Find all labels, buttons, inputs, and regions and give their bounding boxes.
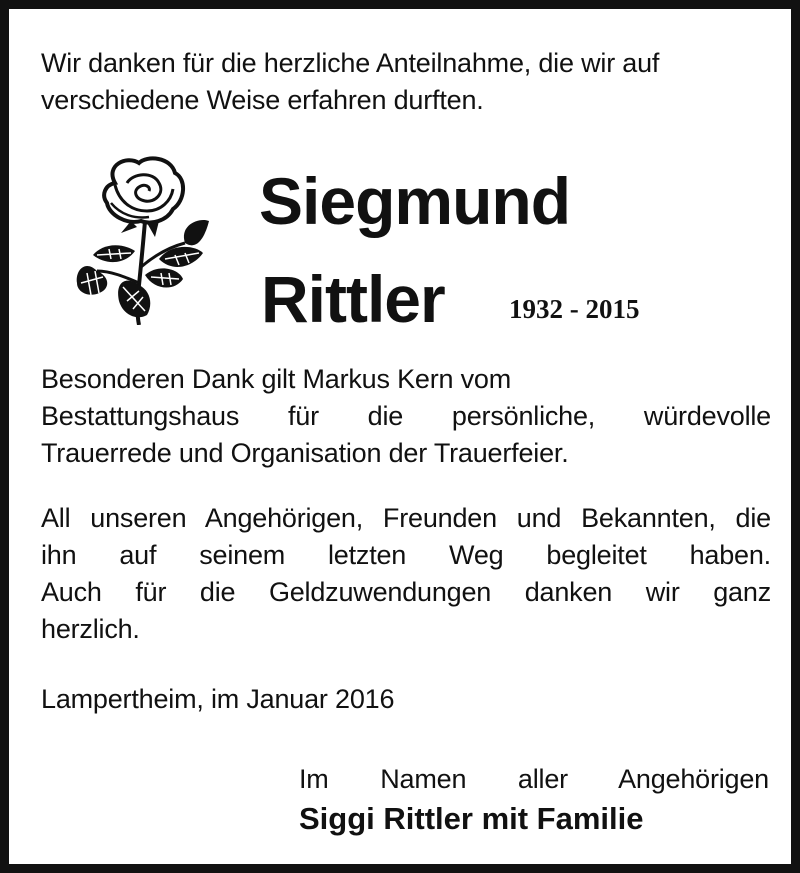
thanks-line-2: Bestattungshaus für die persönliche, würdevolle xyxy=(41,401,771,431)
intro-text xyxy=(41,45,781,119)
intro-line-2: verschiedene Weise erfahren durften. xyxy=(41,85,484,115)
relatives-paragraph xyxy=(41,500,771,648)
life-years: 1932 - 2015 xyxy=(509,294,640,324)
signature-name: Siggi Rittler mit Familie xyxy=(299,801,644,836)
relatives-line-3: Auch für die Geldzuwendungen danken wir ganz xyxy=(41,577,771,607)
thanks-paragraph xyxy=(41,361,771,472)
relatives-line-2: ihn auf seinem letzten Weg begleitet haben. xyxy=(41,540,771,570)
thanks-line-1: Besonderen Dank gilt Markus Kern vom xyxy=(41,364,512,394)
signature-line-1-text: Im Namen aller Angehörigen xyxy=(299,764,769,794)
intro-line-1: Wir danken für die herzliche Anteilnahme, die wir auf xyxy=(41,48,660,78)
rose-icon xyxy=(75,155,211,325)
deceased-last-name: Rittler xyxy=(261,262,445,336)
signature-line-1 xyxy=(299,761,769,798)
relatives-line-4: herzlich. xyxy=(41,614,140,644)
deceased-first-name: Siegmund xyxy=(259,164,571,238)
place-date: Lampertheim, im Januar 2016 xyxy=(41,684,395,714)
thanks-line-3: Trauerrede und Organisation der Trauerfeier. xyxy=(41,438,569,468)
relatives-line-1: All unseren Angehörigen, Freunden und Bekannten, die xyxy=(41,503,771,533)
